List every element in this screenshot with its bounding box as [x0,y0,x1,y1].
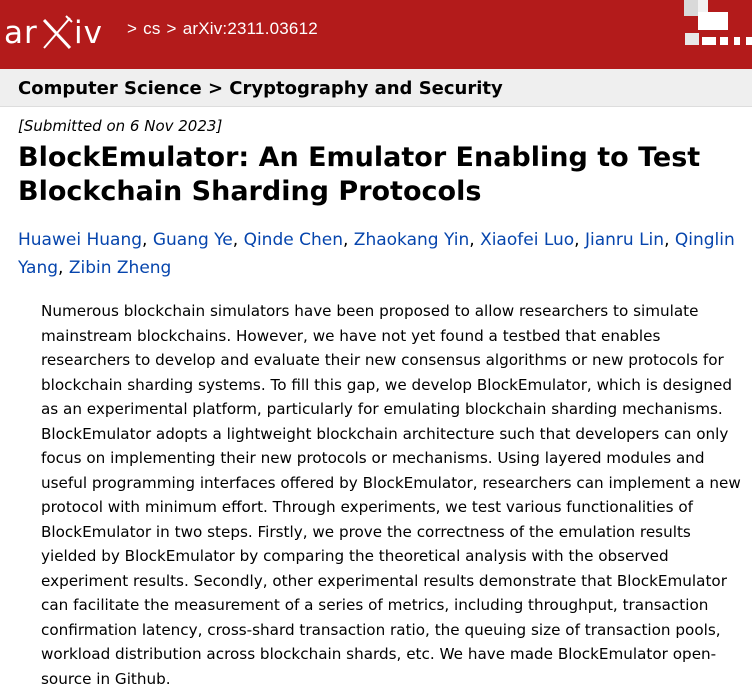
breadcrumb-paper-id: arXiv:2311.03612 [182,19,318,38]
author-separator: , [342,230,354,250]
subject-bar [0,69,752,107]
author-link[interactable]: Huawei Huang [18,230,143,250]
arxiv-logo-icon [4,12,116,52]
site-header [0,0,752,69]
abstract: Numerous blockchain simulators have been proposed to allow researchers to simulate mainstream blockchains. However, we have not yet found a testbed that enables researchers to develop and evaluate their new consensus algorithms or new protocols for blockchain sharding systems. To fill this gap, we develop BlockEmulator, which is designed as an experimental platform, particularly for emulating blockchain sharding mechanisms. BlockEmulator adopts a lightweight blockchain architecture such that developers can only focus on implementing their new protocols or mechanisms. Using layered modules and useful programming interfaces offered by BlockEmulator, researchers can implement a new protocol with minimum effort. Through experiments, we test various functionalities of BlockEmulator in two steps. Firstly, we prove the correctness of the emulation results yielded by BlockEmulator by comparing the theoretical analysis with the observed experiment results. Secondly, other experimental results demonstrate that BlockEmulator can facilitate the measurement of a series of metrics, including throughput, transaction confirmation latency, cross-shard transaction ratio, the queuing size of transaction pools, workload distribution across blockchain shards, etc. We have made BlockEmulator open-source in Github. [41,302,741,688]
author-link[interactable]: Jianru Lin [584,230,665,250]
breadcrumb-separator: > [127,19,138,38]
svg-text:iv: iv [74,15,103,51]
breadcrumb-separator: > [166,19,177,38]
author-separator: , [469,230,481,250]
author-separator: , [142,230,153,250]
svg-text:ar: ar [4,15,38,51]
author-separator: , [58,258,69,278]
author-link[interactable]: Zibin Zheng [68,258,172,278]
author-separator: , [232,230,244,250]
arxiv-logo[interactable] [4,12,116,52]
subject-heading: Computer Science > Cryptography and Security [18,78,503,99]
paper-title: BlockEmulator: An Emulator Enabling to Test Blockchain Sharding Protocols [18,142,701,207]
cornell-logo-icon [682,0,752,69]
author-link[interactable]: Qinglin Yang [18,230,735,278]
breadcrumb [121,19,318,39]
submission-date: [Submitted on 6 Nov 2023] [18,117,223,135]
breadcrumb-cs[interactable]: cs [143,19,161,38]
author-link[interactable]: Zhaokang Yin [353,230,470,250]
author-separator: , [664,230,675,250]
author-list [18,226,748,282]
author-link[interactable]: Xiaofei Luo [480,230,575,250]
author-link[interactable]: Guang Ye [152,230,233,250]
author-separator: , [574,230,585,250]
author-link[interactable]: Qinde Chen [243,230,343,250]
